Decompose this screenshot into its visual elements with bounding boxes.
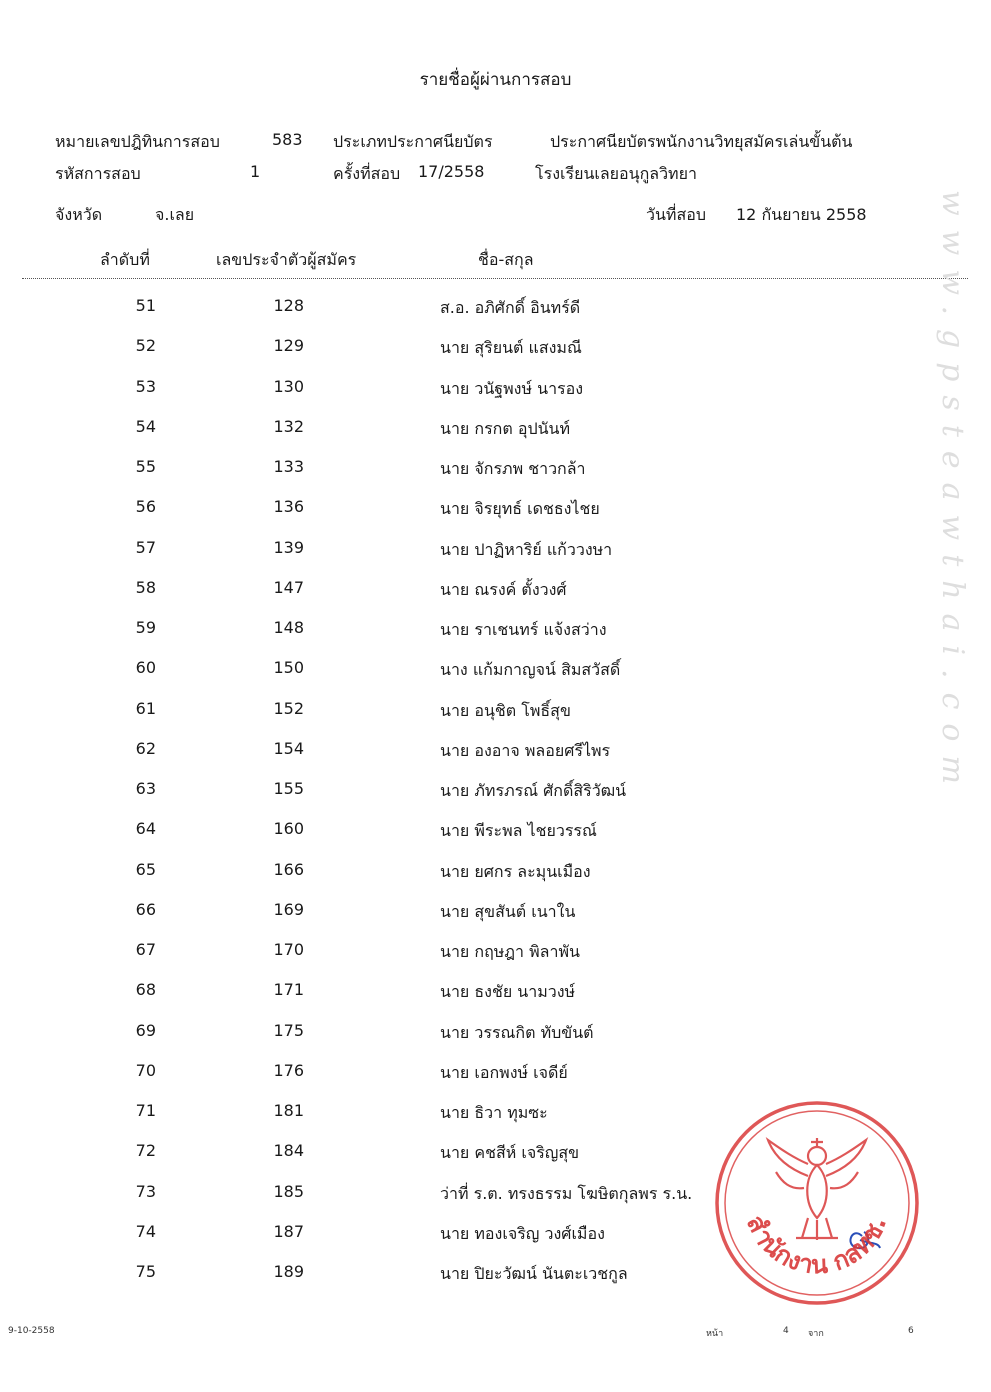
row-applicant-id: 176 (273, 1060, 304, 1080)
exam-no-value: 583 (272, 130, 303, 149)
garuda-emblem-icon (768, 1138, 866, 1240)
exam-code-label: รหัสการสอบ (55, 164, 141, 183)
row-name: นาย พีระพล ไชยวรรณ์ (440, 821, 597, 841)
row-applicant-id: 185 (273, 1181, 304, 1201)
row-name: นาย วรรณกิต ทับขันต์ (440, 1022, 594, 1042)
row-seq: 57 (135, 537, 156, 557)
row-applicant-id: 189 (273, 1262, 304, 1281)
row-applicant-id: 170 (273, 940, 304, 959)
document-title: รายชื่อผู้ผ่านการสอบ (419, 70, 572, 90)
row-applicant-id: 139 (273, 537, 304, 557)
exam-date-value: 12 กันยายน 2558 (736, 205, 867, 224)
row-seq: 55 (135, 457, 156, 476)
cert-type-value: ประกาศนียบัตรพนักงานวิทยุสมัครเล่นขั้นต้น (550, 132, 853, 151)
row-applicant-id: 147 (273, 577, 304, 597)
row-seq: 52 (135, 336, 156, 356)
row-applicant-id: 148 (273, 618, 304, 637)
header-divider (22, 278, 968, 279)
row-seq: 58 (135, 577, 156, 597)
table-row (0, 326, 991, 366)
table-row (0, 1011, 991, 1051)
row-seq: 56 (135, 497, 156, 517)
row-applicant-id: 175 (273, 1020, 304, 1040)
row-applicant-id: 129 (273, 336, 304, 356)
exam-date-label: วันที่สอบ (646, 205, 706, 224)
table-row (0, 447, 991, 487)
print-date: 9-10-2558 (8, 1326, 55, 1336)
row-seq: 69 (135, 1020, 156, 1040)
table-row (0, 407, 991, 447)
row-name: นาย จิรยุทธ์ เดชธงไชย (440, 499, 600, 519)
table-row (0, 769, 991, 809)
row-name: นาย ปาฏิหาริย์ แก้ววงษา (440, 539, 613, 559)
table-row (0, 286, 991, 326)
row-applicant-id: 184 (273, 1141, 304, 1161)
row-applicant-id: 136 (273, 497, 304, 517)
province-value: จ.เลย (155, 205, 195, 224)
row-seq: 60 (135, 658, 156, 678)
table-row (0, 1051, 991, 1091)
table-row (0, 970, 991, 1010)
page-total: 6 (908, 1326, 914, 1336)
page-of-label: จาก (808, 1329, 824, 1339)
column-header-seq: ลำดับที่ (100, 250, 150, 269)
row-seq: 75 (135, 1262, 156, 1281)
row-applicant-id: 150 (273, 658, 304, 678)
row-applicant-id: 171 (273, 980, 304, 1000)
row-seq: 64 (135, 819, 156, 839)
row-name: นาย กฤษฎา พิลาพัน (440, 942, 580, 961)
table-row (0, 648, 991, 688)
row-seq: 54 (135, 416, 156, 436)
row-applicant-id: 166 (273, 859, 304, 879)
table-row (0, 689, 991, 729)
stamp-text: สำนักงาน กสทช. (740, 1210, 893, 1280)
row-name: ว่าที่ ร.ต. ทรงธรรม โฆษิตกุลพร ร.น. (440, 1183, 693, 1203)
row-name: นาย สุริยนต์ แสงมณี (440, 338, 582, 358)
row-seq: 68 (135, 980, 156, 1000)
province-label: จังหวัด (55, 205, 103, 224)
exam-code-value: 1 (250, 162, 261, 181)
column-header-applicant-id: เลขประจำตัวผู้สมัคร (216, 250, 357, 269)
row-applicant-id: 181 (273, 1101, 304, 1120)
row-applicant-id: 130 (273, 376, 304, 396)
row-applicant-id: 160 (273, 819, 304, 839)
row-name: นาย อนุชิต โพธิ์สุข (440, 700, 571, 720)
row-seq: 66 (135, 899, 156, 919)
page-current: 4 (783, 1326, 789, 1336)
table-row (0, 568, 991, 608)
row-seq: 67 (135, 940, 156, 959)
row-seq: 74 (135, 1221, 156, 1241)
row-seq: 62 (135, 738, 156, 758)
row-name: นาย วนัฐพงษ์ นารอง (440, 378, 584, 398)
row-name: นาย ธงชัย นามวงษ์ (440, 982, 576, 1002)
website-watermark: www.gpsteawthai.com (935, 190, 970, 798)
row-applicant-id: 169 (273, 899, 304, 919)
row-seq: 73 (135, 1181, 156, 1201)
exam-no-label: หมายเลขปฎิทินการสอบ (55, 132, 220, 151)
cert-type-label: ประเภทประกาศนียบัตร (333, 132, 493, 151)
row-name: นาย ทองเจริญ วงศ์เมือง (440, 1223, 605, 1243)
table-row (0, 608, 991, 648)
table-row (0, 528, 991, 568)
row-applicant-id: 128 (273, 296, 304, 315)
row-seq: 72 (135, 1141, 156, 1161)
row-name: นาย ธิวา ทุมซะ (440, 1103, 548, 1122)
row-applicant-id: 132 (273, 416, 304, 436)
row-name: นาย ภัทรภรณ์ ศักดิ์สิริวัฒน์ (440, 781, 627, 800)
row-seq: 59 (135, 618, 156, 637)
row-name: นาย สุขสันต์ เนาใน (440, 901, 576, 921)
table-row (0, 809, 991, 849)
row-seq: 70 (135, 1060, 156, 1080)
official-seal-stamp (712, 1098, 922, 1308)
table-row (0, 930, 991, 970)
row-name: นาย จักรภพ ชาวกล้า (440, 459, 586, 478)
row-seq: 61 (135, 698, 156, 718)
row-applicant-id: 155 (273, 779, 304, 798)
row-name: นาย องอาจ พลอยศรีไพร (440, 740, 611, 760)
row-name: นาย ปิยะวัฒน์ นันตะเวชกูล (440, 1264, 628, 1283)
round-label: ครั้งที่สอบ (333, 164, 401, 183)
table-row (0, 729, 991, 769)
page-label: หน้า (706, 1329, 724, 1339)
row-name: ส.อ. อภิศักดิ์ อินทร์ดี (440, 298, 581, 317)
row-applicant-id: 154 (273, 738, 304, 758)
table-row (0, 850, 991, 890)
row-applicant-id: 187 (273, 1221, 304, 1241)
row-applicant-id: 133 (273, 457, 304, 476)
row-seq: 51 (135, 296, 156, 315)
row-name: นาย เอกพงษ์ เจดีย์ (440, 1062, 568, 1082)
row-name: นาย คชสีห์ เจริญสุข (440, 1143, 580, 1163)
column-header-name: ชื่อ-สกุล (478, 250, 534, 269)
row-seq: 53 (135, 376, 156, 396)
table-row (0, 367, 991, 407)
row-name: นาย กรกต อุปนันท์ (440, 418, 571, 438)
row-name: นาง แก้มกาญจน์ สิมสวัสดิ์ (440, 660, 621, 680)
row-name: นาย ณรงค์ ตั้งวงศ์ (440, 579, 567, 599)
row-seq: 63 (135, 779, 156, 798)
row-name: นาย ราเชนทร์ แจ้งสว่าง (440, 620, 607, 639)
row-applicant-id: 152 (273, 698, 304, 718)
row-name: นาย ยศกร ละมุนเมือง (440, 861, 591, 881)
round-value: 17/2558 (418, 162, 485, 181)
row-seq: 65 (135, 859, 156, 879)
table-row (0, 487, 991, 527)
row-seq: 71 (135, 1101, 156, 1120)
table-row (0, 890, 991, 930)
venue: โรงเรียนเลยอนุกูลวิทยา (535, 164, 697, 183)
